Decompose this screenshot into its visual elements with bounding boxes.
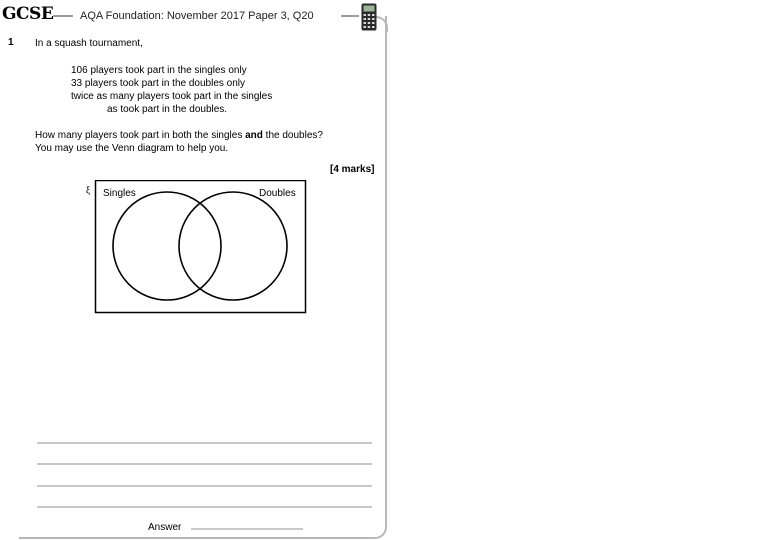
doubles-circle (179, 192, 287, 300)
working-line-3[interactable] (37, 485, 372, 487)
question-ask-start: How many players took part in both the singles (35, 130, 246, 141)
fact-singles-only: 106 players took part in the singles only (71, 65, 247, 76)
working-line-1[interactable] (37, 442, 372, 444)
venn-drawing (82, 180, 310, 316)
question-number: 1 (8, 37, 14, 48)
question-ask-end: the doubles? (262, 130, 323, 141)
question-ask-emphasis: and (245, 130, 263, 141)
calculator-icon (361, 3, 377, 31)
question-hint: You may use the Venn diagram to help you. (35, 143, 229, 154)
universal-set-symbol: ξ (86, 185, 91, 195)
doubles-label: Doubles (259, 188, 296, 199)
singles-circle (113, 192, 221, 300)
venn-diagram (82, 180, 310, 316)
singles-label: Singles (103, 188, 136, 199)
universal-set-box (96, 181, 306, 313)
answer-blank[interactable] (191, 528, 303, 530)
header-rule-right (341, 15, 359, 17)
fact-ratio-line-1: twice as many players took part in the singles (71, 91, 273, 102)
fact-doubles-only: 33 players took part in the doubles only (71, 78, 245, 89)
working-line-2[interactable] (37, 463, 372, 465)
question-ask (35, 129, 323, 142)
header-rule-left (53, 15, 73, 17)
marks-label: [4 marks] (330, 164, 375, 175)
page-title: AQA Foundation: November 2017 Paper 3, Q20 (80, 10, 314, 22)
fact-ratio-line-2: as took part in the doubles. (107, 104, 228, 115)
question-intro: In a squash tournament, (35, 38, 143, 49)
gcse-logo: GCSE (2, 4, 54, 24)
answer-label: Answer (148, 522, 182, 533)
working-line-4[interactable] (37, 506, 372, 508)
